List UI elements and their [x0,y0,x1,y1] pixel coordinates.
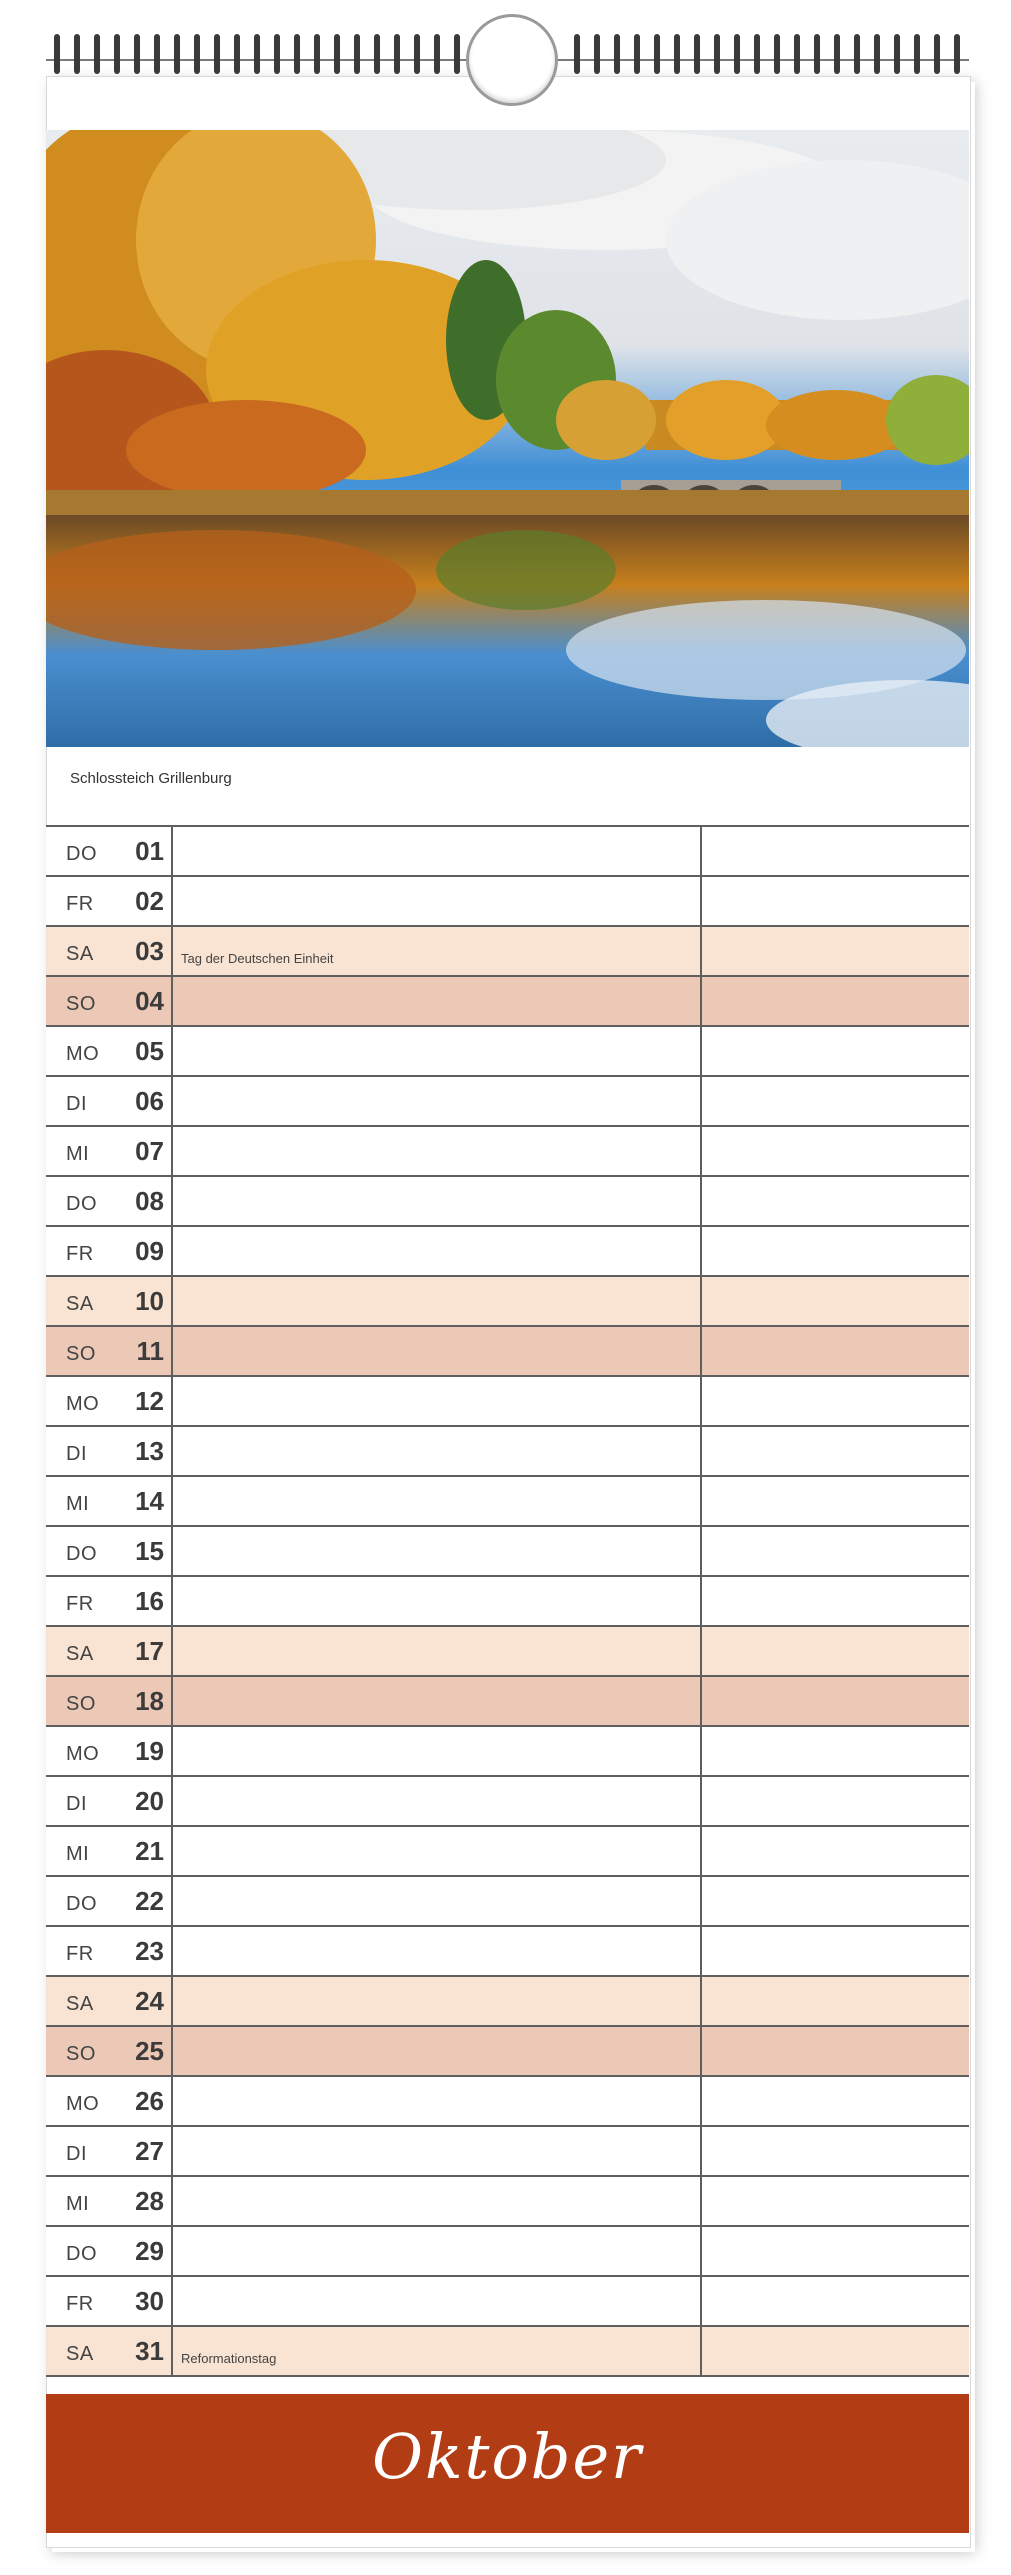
day-row[interactable] [46,1375,969,1425]
weekday-label: DO [66,1893,97,1915]
day-row[interactable] [46,1125,969,1175]
weekday-label: MI [66,2193,90,2215]
grid-divider-2 [700,825,702,2377]
weekday-label: SA [66,2343,94,2365]
day-number: 26 [135,2086,164,2116]
day-number: 25 [135,2036,164,2066]
spiral-coil [374,34,380,74]
day-row[interactable] [46,2275,969,2325]
day-number: 04 [135,986,164,1016]
landscape-photo [46,130,969,747]
day-number: 10 [135,1286,164,1316]
spiral-coil [214,34,220,74]
day-number: 01 [135,836,164,866]
day-number: 30 [135,2286,164,2316]
weekday-label: DI [66,2143,87,2165]
spiral-coil [114,34,120,74]
spiral-coil [414,34,420,74]
month-title: Oktober [372,2420,643,2493]
day-number: 27 [135,2136,164,2166]
day-row[interactable] [46,1175,969,1225]
weekday-label: DO [66,1543,97,1565]
day-number: 11 [136,1336,164,1366]
weekday-label: DO [66,1193,97,1215]
day-number: 08 [135,1186,164,1216]
weekday-label: SO [66,1343,96,1365]
day-number: 24 [135,1986,164,2016]
day-number: 20 [135,1786,164,1816]
day-row[interactable] [46,2125,969,2175]
spiral-coil [274,34,280,74]
weekday-label: SO [66,993,96,1015]
holiday-note: Tag der Deutschen Einheit [181,951,334,966]
spiral-coil [54,34,60,74]
weekday-label: SA [66,1293,94,1315]
day-number: 23 [135,1936,164,1966]
day-row[interactable] [46,1925,969,1975]
day-row[interactable] [46,2325,969,2377]
weekday-label: DI [66,1793,87,1815]
spiral-coil [834,34,840,74]
spiral-coil [674,34,680,74]
day-number: 29 [135,2236,164,2266]
spiral-coil [814,34,820,74]
spiral-coil [734,34,740,74]
spiral-coil [454,34,460,74]
spiral-coil [654,34,660,74]
weekday-label: FR [66,893,94,915]
day-row[interactable] [46,2025,969,2075]
weekday-label: DO [66,843,97,865]
spiral-coil [74,34,80,74]
day-number: 14 [135,1486,164,1516]
weekday-label: DI [66,1093,87,1115]
spiral-coil [774,34,780,74]
weekday-label: SA [66,943,94,965]
weekday-label: MI [66,1843,90,1865]
day-number: 05 [135,1036,164,1066]
spiral-coil [694,34,700,74]
day-row[interactable] [46,975,969,1025]
day-row[interactable] [46,1825,969,1875]
day-number: 15 [135,1536,164,1566]
weekday-label: MO [66,1743,100,1765]
weekday-label: MI [66,1143,90,1165]
day-number: 16 [135,1586,164,1616]
day-number: 22 [135,1886,164,1916]
spiral-coil [574,34,580,74]
day-row[interactable] [46,1325,969,1375]
day-row[interactable] [46,1625,969,1675]
spiral-coil [194,34,200,74]
hanger-hole-icon [466,14,558,106]
day-number: 03 [135,936,164,966]
spiral-coil [754,34,760,74]
weekday-label: DI [66,1443,87,1465]
spiral-coil [614,34,620,74]
day-row[interactable] [46,1275,969,1325]
day-row[interactable] [46,875,969,925]
day-number: 07 [135,1136,164,1166]
grid-divider-1 [171,825,173,2377]
weekday-label: SA [66,1643,94,1665]
spiral-coil [94,34,100,74]
weekday-label: DO [66,2243,97,2265]
day-row[interactable] [46,2075,969,2125]
weekday-label: FR [66,1943,94,1965]
spiral-coil [894,34,900,74]
day-row[interactable] [46,1075,969,1125]
day-number: 28 [135,2186,164,2216]
day-row[interactable] [46,2175,969,2225]
spiral-coil [874,34,880,74]
day-row[interactable] [46,1525,969,1575]
weekday-label: FR [66,1243,94,1265]
day-row[interactable] [46,1975,969,2025]
day-number: 21 [135,1836,164,1866]
holiday-note: Reformationstag [181,2351,277,2366]
spiral-coil [254,34,260,74]
spiral-coil [354,34,360,74]
spiral-coil [794,34,800,74]
day-row[interactable] [46,1025,969,1075]
spiral-coil [914,34,920,74]
spiral-coil [234,34,240,74]
day-grid [46,825,969,2377]
spiral-coil [174,34,180,74]
month-banner [46,2394,969,2533]
day-row[interactable] [46,925,969,975]
day-number: 19 [135,1736,164,1766]
weekday-label: MO [66,2093,100,2115]
day-number: 02 [135,886,164,916]
weekday-label: SA [66,1993,94,2015]
spiral-coil [394,34,400,74]
spiral-coil [334,34,340,74]
spiral-coil [294,34,300,74]
spiral-coil [954,34,960,74]
spiral-coil [714,34,720,74]
photo-caption: Schlossteich Grillenburg [70,770,232,787]
spiral-coil [154,34,160,74]
weekday-label: MI [66,1493,90,1515]
day-number: 06 [135,1086,164,1116]
weekday-label: FR [66,1593,94,1615]
spiral-coil [594,34,600,74]
weekday-label: SO [66,1693,96,1715]
spiral-coil [634,34,640,74]
day-number: 09 [135,1236,164,1266]
spiral-coil [434,34,440,74]
day-number: 17 [135,1636,164,1666]
weekday-label: SO [66,2043,96,2065]
weekday-label: MO [66,1393,100,1415]
day-row[interactable] [46,1475,969,1525]
day-row[interactable] [46,1725,969,1775]
weekday-label: FR [66,2293,94,2315]
weekday-label: MO [66,1043,100,1065]
day-row[interactable] [46,1225,969,1275]
day-number: 18 [135,1686,164,1716]
day-number: 13 [135,1436,164,1466]
day-number: 12 [135,1386,164,1416]
day-row[interactable] [46,825,969,875]
day-row[interactable] [46,1775,969,1825]
day-row[interactable] [46,1875,969,1925]
day-row[interactable] [46,1675,969,1725]
day-row[interactable] [46,2225,969,2275]
spiral-coil [854,34,860,74]
day-row[interactable] [46,1575,969,1625]
day-number: 31 [135,2336,164,2366]
spiral-coil [314,34,320,74]
day-row[interactable] [46,1425,969,1475]
spiral-coil [134,34,140,74]
spiral-coil [934,34,940,74]
